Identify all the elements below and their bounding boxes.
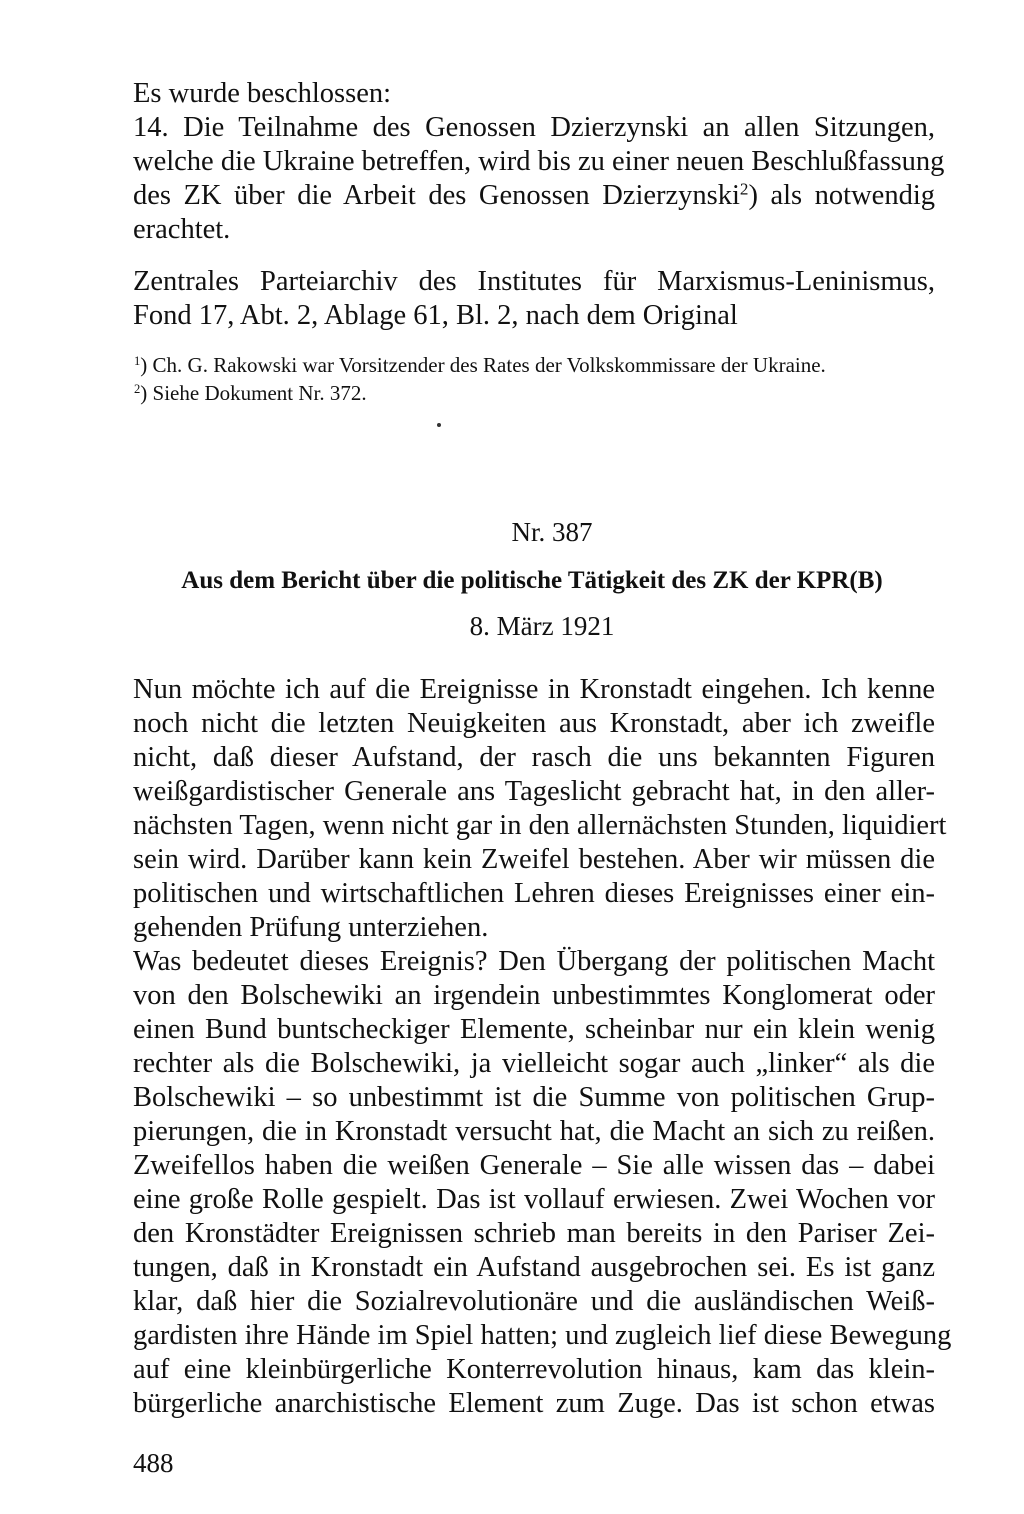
body-line: bürgerliche anarchistische Element zum Zuge. Das ist schon etwas [133, 1388, 935, 1419]
resolution-intro: Es wurde beschlossen: [133, 78, 392, 109]
print-speck [437, 423, 441, 427]
body-line: tungen, daß in Kronstadt ein Aufstand ausgebrochen sei. Es ist ganz [133, 1252, 935, 1283]
footnote: $^1$) Ch. G. Rakowski war Vorsitzender des Rates der Volkskommissare der Ukraine. [134, 353, 826, 377]
document-title: Aus dem Bericht über die politische Tätigkeit des ZK der KPR(B) [181, 567, 883, 594]
resolution-line: welche die Ukraine betreffen, wird bis zu einer neuen Beschlußfassung [133, 146, 945, 177]
body-line: noch nicht die letzten Neuigkeiten aus Kronstadt, aber ich zweifle [133, 708, 935, 739]
body-line: gardisten ihre Hände im Spiel hatten; und zugleich lief diese Bewegung [133, 1320, 952, 1351]
footnote: $^2$) Siehe Dokument Nr. 372. [134, 381, 367, 405]
body-line: klar, daß hier die Sozialrevolutionäre und die ausländischen Weiß- [133, 1286, 935, 1317]
body-line: Zweifellos haben die weißen Generale – Sie alle wissen das – dabei [133, 1150, 935, 1181]
resolution-line: des ZK über die Arbeit des Genossen Dzierzynski$^2$) als notwendig [133, 179, 936, 211]
body-line: gehenden Prüfung unterziehen. [133, 912, 489, 943]
body-line: sein wird. Darüber kann kein Zweifel bestehen. Aber wir müssen die [133, 844, 935, 875]
body-line: Nun möchte ich auf die Ereignisse in Kronstadt eingehen. Ich kenne [133, 674, 935, 705]
body-line: nächsten Tagen, wenn nicht gar in den allernächsten Stunden, liquidiert [133, 810, 947, 841]
body-line: rechter als die Bolschewiki, ja vielleicht sogar auch „linker“ als die [133, 1048, 935, 1079]
resolution-line: 14. Die Teilnahme des Genossen Dzierzynski an allen Sitzungen, [133, 112, 935, 143]
body-line: den Kronstädter Ereignissen schrieb man bereits in den Pariser Zei- [133, 1218, 935, 1249]
document-date: 8. März 1921 [469, 611, 615, 641]
body-line: Was bedeutet dieses Ereignis? Den Übergang der politischen Macht [133, 946, 935, 977]
body-line: weißgardistischer Generale ans Tageslicht gebracht hat, in den aller- [133, 776, 935, 807]
body-line: einen Bund buntscheckiger Elemente, scheinbar nur ein klein wenig [133, 1014, 935, 1045]
source-citation-line: Zentrales Parteiarchiv des Institutes für Marxismus-Leninismus, [133, 266, 935, 297]
page-number: 488 [133, 1448, 174, 1478]
body-line: eine große Rolle gespielt. Das ist vollauf erwiesen. Zwei Wochen vor [133, 1184, 935, 1215]
body-line: von den Bolschewiki an irgendein unbestimmtes Konglomerat oder [133, 980, 935, 1011]
footnote-ref: 2 [739, 179, 749, 199]
body-line: politischen und wirtschaftlichen Lehren dieses Ereignisses einer ein- [133, 878, 935, 909]
body-line: pierungen, die in Kronstadt versucht hat, die Macht an sich zu reißen. [133, 1116, 935, 1147]
body-line: auf eine kleinbürgerliche Konterrevolution hinaus, kam das klein- [133, 1354, 935, 1385]
body-line: Bolschewiki – so unbestimmt ist die Summe von politischen Grup- [133, 1082, 935, 1113]
body-line: nicht, daß dieser Aufstand, der rasch die uns bekannten Figuren [133, 742, 935, 773]
document-number: Nr. 387 [511, 517, 593, 547]
source-citation-line: Fond 17, Abt. 2, Ablage 61, Bl. 2, nach dem Original [133, 300, 738, 331]
resolution-line: erachtet. [133, 214, 231, 245]
